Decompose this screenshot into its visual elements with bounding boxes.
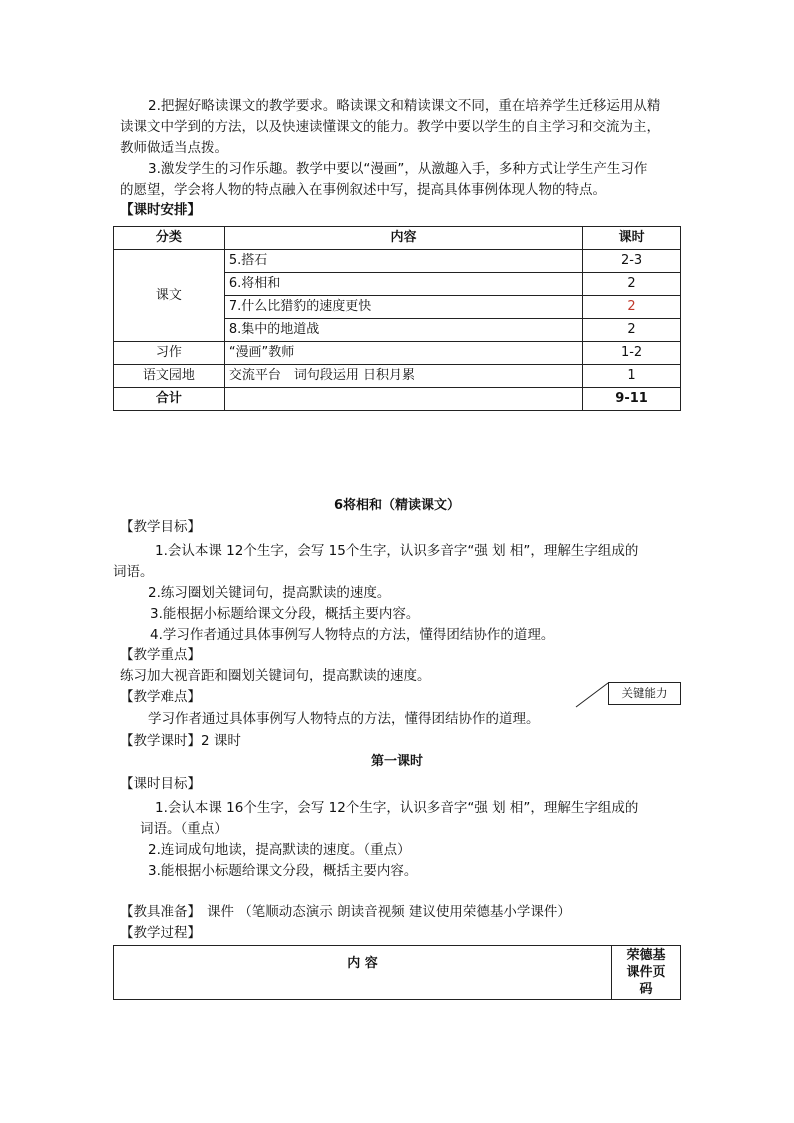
callout-pointer-line [575, 682, 609, 708]
table-row [114, 365, 681, 388]
total-hours-cell: 9-11 [583, 388, 681, 411]
total-label-cell: 合计 [114, 388, 225, 411]
period-goal-3: 3.能根据小标题给课文分段，概括主要内容。 [148, 863, 418, 879]
lesson-title: 6将相和（精读课文） [333, 498, 461, 513]
category-cell: 语文园地 [114, 365, 225, 388]
period-goal-1-line2: 词语。（重点） [140, 821, 228, 837]
prep-line [120, 902, 571, 922]
table-total-row [114, 388, 681, 411]
period-goals-heading: 【课时目标】 [120, 776, 201, 792]
process-content-header: 内 容 [114, 946, 612, 1000]
goal-1-line1: 1.会认本课 12个生字，会写 15个生字，认识多音字“强 划 相”，理解生字组成的 [155, 543, 639, 559]
difficulty-heading: 【教学难点】 [120, 689, 201, 705]
process-page-header-line1: 荣德基 [626, 948, 666, 963]
first-period-title: 第一课时 [370, 754, 423, 769]
total-content-cell [224, 388, 582, 411]
table-row [114, 342, 681, 365]
key-heading: 【教学重点】 [120, 647, 201, 663]
intro-p2-line2: 读课文中学到的方法，以及快速读懂课文的能力。教学中要以学生的自主学习和交流为主， [120, 119, 660, 135]
hours-cell: 1-2 [583, 342, 681, 365]
hours-heading [120, 731, 241, 751]
content-cell: 6.将相和 [224, 273, 582, 296]
process-header-row [114, 946, 681, 1000]
schedule-heading: 【课时安排】 [120, 202, 201, 218]
process-table [113, 945, 681, 1000]
prep-text: 课件 （笔顺动态演示 朗读音视频 建议使用荣德基小学课件） [207, 904, 571, 920]
content-cell: 7.什么比猎豹的速度更快 [224, 296, 582, 319]
category-cell: 课文 [114, 250, 225, 342]
period-goal-2: 2.连词成句地读，提高默读的速度。（重点） [148, 842, 411, 858]
schedule-header-row [114, 227, 681, 250]
hours-value: 2 课时 [201, 733, 241, 749]
hours-cell: 1 [583, 365, 681, 388]
table-row [114, 250, 681, 273]
hours-cell: 2 [583, 273, 681, 296]
content-cell: “漫画”教师 [224, 342, 582, 365]
goals-heading: 【教学目标】 [120, 519, 201, 535]
content-cell: 5.搭石 [224, 250, 582, 273]
hours-cell: 2 [583, 296, 681, 319]
goal-2: 2.练习圈划关键词句，提高默读的速度。 [148, 585, 391, 601]
hours-cell: 2-3 [583, 250, 681, 273]
difficulty-text: 学习作者通过具体事例写人物特点的方法，懂得团结协作的道理。 [148, 711, 540, 727]
intro-p3-line2: 的愿望，学会将人物的特点融入在事例叙述中写，提高具体事例体现人物的特点。 [120, 182, 606, 198]
prep-heading: 【教具准备】 [120, 904, 201, 920]
hours-cell: 2 [583, 319, 681, 342]
process-page-header-line3: 码 [639, 982, 653, 997]
process-page-header-line2: 课件页 [626, 965, 666, 980]
intro-p2-line1: 2.把握好略读课文的教学要求。略读课文和精读课文不同，重在培养学生迁移运用从精 [148, 98, 661, 114]
hours-heading-label: 【教学课时】 [120, 733, 201, 749]
goal-4: 4.学习作者通过具体事例写人物特点的方法，懂得团结协作的道理。 [150, 627, 555, 643]
period-goal-1-line1: 1.会认本课 16个生字，会写 12个生字，认识多音字“强 划 相”，理解生字组成的 [155, 800, 639, 816]
process-heading: 【教学过程】 [120, 925, 201, 941]
content-cell: 8.集中的地道战 [224, 319, 582, 342]
header-hours: 课时 [583, 227, 681, 250]
key-text: 练习加大视音距和圈划关键词句，提高默读的速度。 [120, 668, 431, 684]
schedule-table [113, 226, 681, 411]
header-content: 内容 [224, 227, 582, 250]
process-page-header [612, 946, 681, 1000]
content-cell: 交流平台 词句段运用 日积月累 [224, 365, 582, 388]
goal-3: 3.能根据小标题给课文分段，概括主要内容。 [150, 606, 420, 622]
key-ability-callout: 关键能力 [608, 682, 681, 705]
goal-1-line2: 词语。 [113, 564, 154, 580]
category-cell: 习作 [114, 342, 225, 365]
intro-p2-line3: 教师做适当点拨。 [120, 140, 228, 156]
header-category: 分类 [114, 227, 225, 250]
intro-p3-line1: 3.激发学生的习作乐趣。教学中要以“漫画”，从激趣入手，多种方式让学生产生习作 [148, 161, 648, 177]
